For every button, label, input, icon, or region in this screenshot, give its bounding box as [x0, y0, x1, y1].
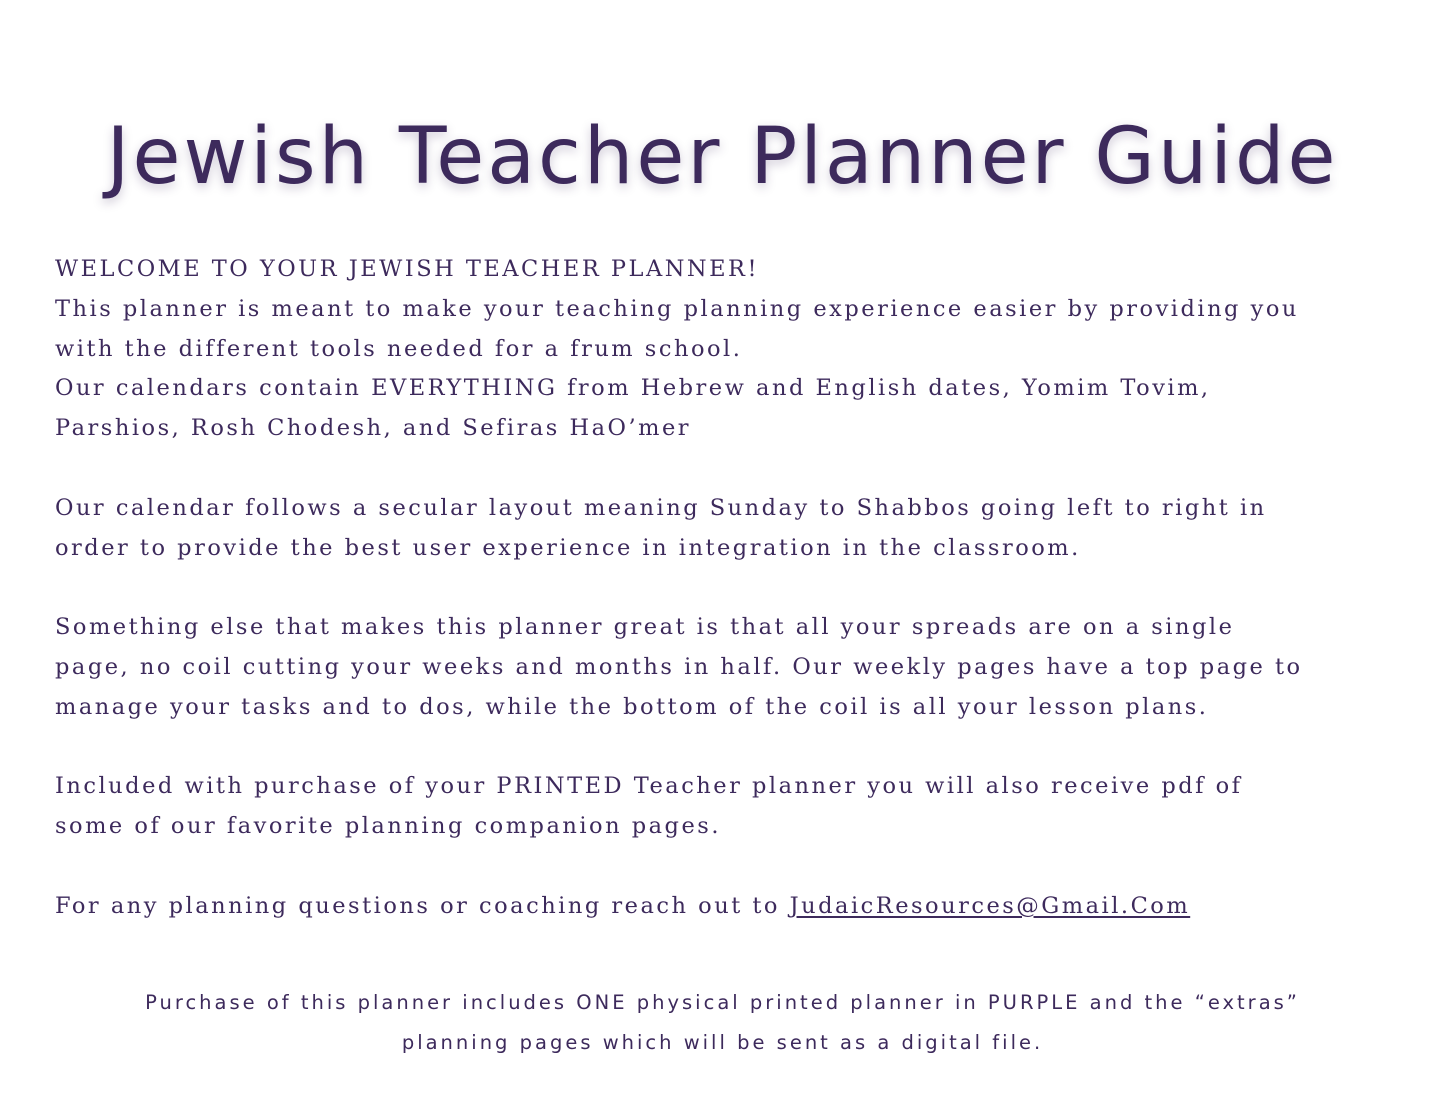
contact-line [55, 887, 1405, 927]
purchase-note [0, 983, 1445, 1063]
contact-email-link[interactable]: JudaicResources@Gmail.Com [789, 892, 1191, 919]
purchase-note-line: planning pages which will be sent as a digital file. [401, 1031, 1044, 1054]
paragraph-spacer [55, 568, 1405, 608]
purchase-note-line: Purchase of this planner includes ONE physical printed planner in PURPLE and the “extras” [145, 991, 1300, 1014]
paragraph-spacer [55, 728, 1405, 768]
contact-prefix: For any planning questions or coaching reach out to [55, 892, 790, 919]
paragraph-spacer [55, 449, 1405, 489]
calendars-text-line: Parshios, Rosh Chodesh, and Sefiras HaO’mer [55, 415, 692, 442]
intro-text-line: with the different tools needed for a frum school. [55, 335, 743, 362]
page-title: Jewish Teacher Planner Guide [106, 112, 1339, 202]
paragraph-spacer [55, 847, 1405, 887]
layout-text-line: order to provide the best user experience in integration in the classroom. [55, 534, 1081, 561]
spreads-text-line: page, no coil cutting your weeks and months in half. Our weekly pages have a top page to [55, 653, 1303, 680]
guide-body [55, 250, 1405, 927]
included-text-line: Included with purchase of your PRINTED Teacher planner you will also receive pdf of [55, 773, 1243, 800]
intro-text-line: This planner is meant to make your teaching planning experience easier by providing you [55, 295, 1299, 322]
calendars-text-line: Our calendars contain EVERYTHING from Hebrew and English dates, Yomim Tovim, [55, 375, 1211, 402]
spreads-text-line: Something else that makes this planner great is that all your spreads are on a single [55, 614, 1235, 641]
layout-text-line: Our calendar follows a secular layout meaning Sunday to Shabbos going left to right in [55, 494, 1267, 521]
included-text-line: some of our favorite planning companion pages. [55, 813, 721, 840]
spreads-text-line: manage your tasks and to dos, while the bottom of the coil is all your lesson plans. [55, 693, 1209, 720]
welcome-heading: WELCOME TO YOUR JEWISH TEACHER PLANNER! [55, 256, 760, 282]
